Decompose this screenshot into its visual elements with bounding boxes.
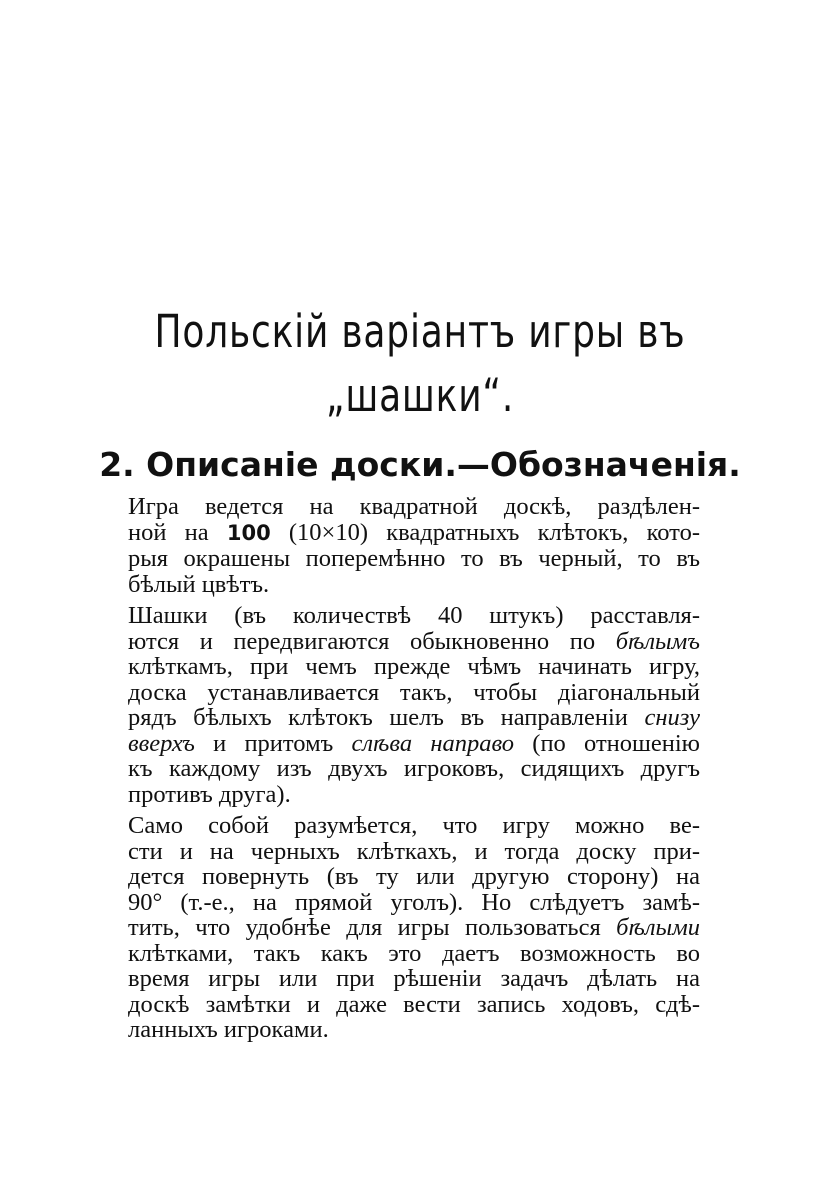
italic-text: бѣлыми bbox=[616, 914, 700, 941]
text-line: клѣтками, такъ какъ это даетъ возможность во bbox=[128, 939, 700, 967]
text-line bbox=[100, 629, 700, 655]
text-line: ланныхъ игроками. bbox=[128, 1016, 329, 1043]
text-line: 90° (т.-е., на прямой уголъ). Но слѣдуетъ замѣ- bbox=[128, 888, 700, 916]
bold-number: 100 bbox=[226, 520, 271, 545]
text-line: дется повернуть (въ ту или другую сторону) на bbox=[128, 863, 700, 890]
italic-text: слѣва направо bbox=[351, 729, 515, 757]
text-line: время игры или при рѣшеніи задачъ дѣлать на bbox=[128, 965, 700, 992]
text-line: клѣткамъ, при чемъ прежде чѣмъ начинать игру, bbox=[128, 653, 700, 680]
italic-text: бѣлымъ bbox=[615, 627, 700, 655]
text-line: противъ друга). bbox=[128, 780, 291, 808]
paragraph-3 bbox=[100, 813, 700, 1043]
text-run: (по отношенію bbox=[514, 729, 700, 757]
chapter-title bbox=[84, 300, 756, 428]
text-run: тить, что удобнѣе для игры пользоваться bbox=[128, 914, 617, 941]
section-heading: 2. Описаніе доски.—Обозначенія. bbox=[99, 445, 741, 484]
chapter-title-line-1: Польскій варіантъ игры въ bbox=[154, 305, 686, 358]
text-line: сти и на черныхъ клѣткахъ, и тогда доску при- bbox=[128, 837, 700, 865]
text-line bbox=[100, 705, 700, 731]
text-line bbox=[100, 731, 700, 757]
italic-text: вверхъ bbox=[128, 729, 195, 757]
text-line: доска устанавливается такъ, чтобы діагональный bbox=[128, 678, 700, 706]
text-run: ной на bbox=[128, 518, 227, 546]
text-line: Шашки (въ количествѣ 40 штукъ) расставля- bbox=[128, 602, 700, 629]
text-line: Игра ведется на квадратной доскѣ, раздѣлен- bbox=[128, 493, 700, 520]
text-line: рыя окрашены поперемѣнно то въ черный, то въ bbox=[128, 545, 700, 572]
body-text bbox=[100, 494, 700, 1049]
text-line bbox=[100, 915, 700, 941]
text-line: бѣлый цвѣтъ. bbox=[128, 570, 270, 598]
text-line: Само собой разумѣется, что игру можно ве- bbox=[128, 812, 700, 839]
text-line bbox=[100, 520, 700, 547]
italic-text: снизу bbox=[644, 704, 700, 731]
text-line: къ каждому изъ двухъ игроковъ, сидящихъ другъ bbox=[128, 755, 700, 782]
text-run: (10×10) квадратныхъ клѣтокъ, кото- bbox=[270, 518, 700, 546]
paragraph-1 bbox=[100, 494, 700, 597]
text-run: ются и передвигаются обыкновенно по bbox=[128, 627, 616, 655]
text-run: и притомъ bbox=[194, 729, 352, 757]
paragraph-2 bbox=[100, 603, 700, 807]
text-run: рядъ бѣлыхъ клѣтокъ шелъ въ направленіи bbox=[128, 704, 645, 731]
text-line: доскѣ замѣтки и даже вести запись ходовъ, сдѣ- bbox=[128, 990, 700, 1018]
chapter-title-line-2: „шашки“. bbox=[325, 369, 515, 422]
